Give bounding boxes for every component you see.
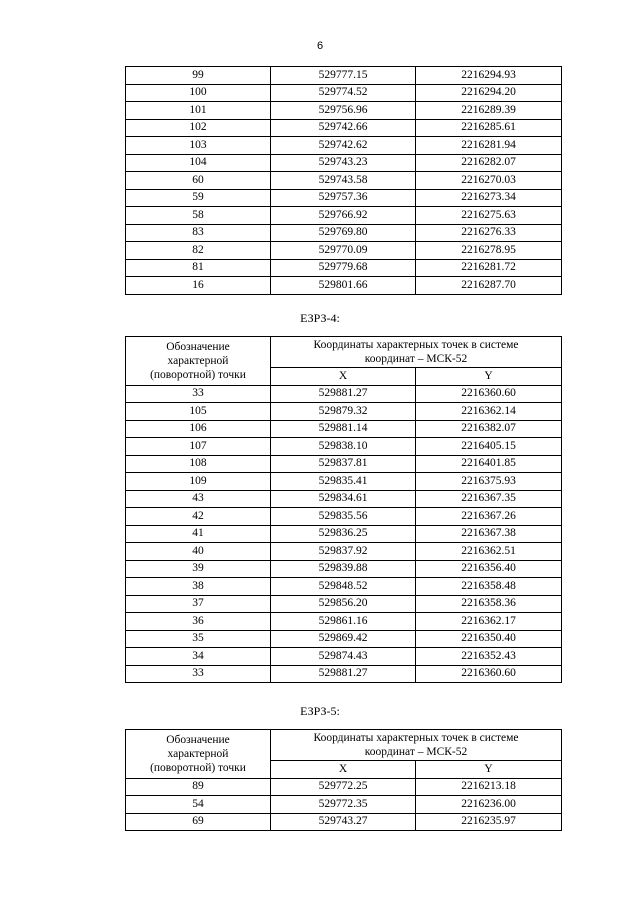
table-row: [126, 154, 562, 172]
y-coordinate-cell: 2216358.48: [416, 578, 562, 596]
point-designation-header: Обозначение характерной (поворотной) точки: [126, 730, 271, 779]
y-header: Y: [416, 368, 562, 386]
table-row: [126, 490, 562, 508]
point-number-cell: 108: [126, 455, 271, 473]
y-coordinate-cell: 2216367.26: [416, 508, 562, 526]
table-row: [126, 277, 562, 295]
table-row: [126, 648, 562, 666]
table-row: [126, 438, 562, 456]
table-row: [126, 578, 562, 596]
x-coordinate-cell: 529848.52: [271, 578, 416, 596]
section-title-ezrz-4: ЕЗРЗ-4:: [300, 311, 340, 325]
x-coordinate-cell: 529756.96: [271, 102, 416, 120]
point-number-cell: 54: [126, 796, 271, 814]
table-row: [126, 508, 562, 526]
y-coordinate-cell: 2216350.40: [416, 630, 562, 648]
x-coordinate-cell: 529770.09: [271, 242, 416, 260]
table-row: [126, 84, 562, 102]
x-coordinate-cell: 529881.14: [271, 420, 416, 438]
y-coordinate-cell: 2216289.39: [416, 102, 562, 120]
y-coordinate-cell: 2216362.14: [416, 403, 562, 421]
table-row: [126, 385, 562, 403]
table-row: [126, 242, 562, 260]
y-coordinate-cell: 2216273.34: [416, 189, 562, 207]
x-coordinate-cell: 529837.81: [271, 455, 416, 473]
x-coordinate-cell: 529836.25: [271, 525, 416, 543]
point-designation-header: Обозначение характерной (поворотной) точки: [126, 337, 271, 386]
table-row: [126, 560, 562, 578]
coordinates-header: Координаты характерных точек в системе координат – МСК-52: [271, 337, 562, 368]
table-body: [126, 385, 562, 683]
y-coordinate-cell: 2216405.15: [416, 438, 562, 456]
point-number-cell: 100: [126, 84, 271, 102]
x-coordinate-cell: 529777.15: [271, 67, 416, 85]
table-row: [126, 189, 562, 207]
point-number-cell: 33: [126, 665, 271, 683]
y-coordinate-cell: 2216235.97: [416, 813, 562, 831]
point-number-cell: 89: [126, 778, 271, 796]
table-row: [126, 778, 562, 796]
table-row: [126, 403, 562, 421]
y-coordinate-cell: 2216360.60: [416, 665, 562, 683]
table-row: [126, 102, 562, 120]
x-coordinate-cell: 529835.56: [271, 508, 416, 526]
point-number-cell: 36: [126, 613, 271, 631]
point-number-cell: 40: [126, 543, 271, 561]
table-body: [126, 778, 562, 831]
x-header: X: [271, 761, 416, 779]
point-number-cell: 58: [126, 207, 271, 225]
table-row: [126, 172, 562, 190]
coordinates-table-ezrz-5: [125, 729, 562, 831]
point-number-cell: 60: [126, 172, 271, 190]
x-coordinate-cell: 529743.23: [271, 154, 416, 172]
section-title-ezrz-5: ЕЗРЗ-5:: [300, 704, 340, 718]
table-row: [126, 473, 562, 491]
y-coordinate-cell: 2216281.94: [416, 137, 562, 155]
x-coordinate-cell: 529779.68: [271, 259, 416, 277]
y-header: Y: [416, 761, 562, 779]
point-number-cell: 35: [126, 630, 271, 648]
y-coordinate-cell: 2216367.35: [416, 490, 562, 508]
y-coordinate-cell: 2216382.07: [416, 420, 562, 438]
point-number-cell: 104: [126, 154, 271, 172]
x-coordinate-cell: 529743.27: [271, 813, 416, 831]
x-coordinate-cell: 529839.88: [271, 560, 416, 578]
point-number-cell: 83: [126, 224, 271, 242]
y-coordinate-cell: 2216401.85: [416, 455, 562, 473]
x-coordinate-cell: 529757.36: [271, 189, 416, 207]
y-coordinate-cell: 2216367.38: [416, 525, 562, 543]
x-coordinate-cell: 529835.41: [271, 473, 416, 491]
point-number-cell: 99: [126, 67, 271, 85]
y-coordinate-cell: 2216213.18: [416, 778, 562, 796]
coordinates-table-1: [125, 66, 562, 295]
point-number-cell: 69: [126, 813, 271, 831]
point-number-cell: 34: [126, 648, 271, 666]
point-number-cell: 59: [126, 189, 271, 207]
point-number-cell: 37: [126, 595, 271, 613]
x-coordinate-cell: 529742.66: [271, 119, 416, 137]
table-row: [126, 119, 562, 137]
table-row: [126, 420, 562, 438]
table-row: [126, 796, 562, 814]
y-coordinate-cell: 2216281.72: [416, 259, 562, 277]
table-row: [126, 67, 562, 85]
table-row: [126, 543, 562, 561]
y-coordinate-cell: 2216236.00: [416, 796, 562, 814]
point-number-cell: 39: [126, 560, 271, 578]
point-number-cell: 43: [126, 490, 271, 508]
table-row: [126, 224, 562, 242]
point-number-cell: 38: [126, 578, 271, 596]
point-number-cell: 81: [126, 259, 271, 277]
table-row: [126, 207, 562, 225]
y-coordinate-cell: 2216375.93: [416, 473, 562, 491]
x-coordinate-cell: 529772.25: [271, 778, 416, 796]
table-row: [126, 613, 562, 631]
y-coordinate-cell: 2216362.51: [416, 543, 562, 561]
x-coordinate-cell: 529861.16: [271, 613, 416, 631]
x-coordinate-cell: 529879.32: [271, 403, 416, 421]
table-header-row: [126, 337, 562, 368]
y-coordinate-cell: 2216278.95: [416, 242, 562, 260]
x-coordinate-cell: 529837.92: [271, 543, 416, 561]
table-body: [126, 67, 562, 295]
x-coordinate-cell: 529743.58: [271, 172, 416, 190]
table-row: [126, 137, 562, 155]
y-coordinate-cell: 2216282.07: [416, 154, 562, 172]
point-number-cell: 82: [126, 242, 271, 260]
x-header: X: [271, 368, 416, 386]
table-row: [126, 525, 562, 543]
x-coordinate-cell: 529766.92: [271, 207, 416, 225]
point-number-cell: 16: [126, 277, 271, 295]
y-coordinate-cell: 2216362.17: [416, 613, 562, 631]
y-coordinate-cell: 2216270.03: [416, 172, 562, 190]
y-coordinate-cell: 2216356.40: [416, 560, 562, 578]
coordinates-table-ezrz-4: [125, 336, 562, 683]
y-coordinate-cell: 2216285.61: [416, 119, 562, 137]
table-row: [126, 455, 562, 473]
x-coordinate-cell: 529869.42: [271, 630, 416, 648]
y-coordinate-cell: 2216275.63: [416, 207, 562, 225]
table-row: [126, 630, 562, 648]
x-coordinate-cell: 529838.10: [271, 438, 416, 456]
y-coordinate-cell: 2216352.43: [416, 648, 562, 666]
point-number-cell: 33: [126, 385, 271, 403]
table-row: [126, 665, 562, 683]
point-number-cell: 102: [126, 119, 271, 137]
point-number-cell: 106: [126, 420, 271, 438]
table-row: [126, 595, 562, 613]
y-coordinate-cell: 2216294.93: [416, 67, 562, 85]
point-number-cell: 41: [126, 525, 271, 543]
point-number-cell: 42: [126, 508, 271, 526]
x-coordinate-cell: 529769.80: [271, 224, 416, 242]
coordinates-header: Координаты характерных точек в системе координат – МСК-52: [271, 730, 562, 761]
x-coordinate-cell: 529772.35: [271, 796, 416, 814]
point-number-cell: 109: [126, 473, 271, 491]
y-coordinate-cell: 2216294.20: [416, 84, 562, 102]
point-number-cell: 105: [126, 403, 271, 421]
y-coordinate-cell: 2216276.33: [416, 224, 562, 242]
y-coordinate-cell: 2216287.70: [416, 277, 562, 295]
x-coordinate-cell: 529856.20: [271, 595, 416, 613]
table-row: [126, 813, 562, 831]
x-coordinate-cell: 529834.61: [271, 490, 416, 508]
x-coordinate-cell: 529881.27: [271, 385, 416, 403]
y-coordinate-cell: 2216360.60: [416, 385, 562, 403]
table-row: [126, 259, 562, 277]
y-coordinate-cell: 2216358.36: [416, 595, 562, 613]
page-number: 6: [316, 40, 324, 52]
point-number-cell: 107: [126, 438, 271, 456]
x-coordinate-cell: 529742.62: [271, 137, 416, 155]
point-number-cell: 103: [126, 137, 271, 155]
x-coordinate-cell: 529881.27: [271, 665, 416, 683]
x-coordinate-cell: 529774.52: [271, 84, 416, 102]
table-header-row: [126, 730, 562, 761]
x-coordinate-cell: 529874.43: [271, 648, 416, 666]
point-number-cell: 101: [126, 102, 271, 120]
x-coordinate-cell: 529801.66: [271, 277, 416, 295]
